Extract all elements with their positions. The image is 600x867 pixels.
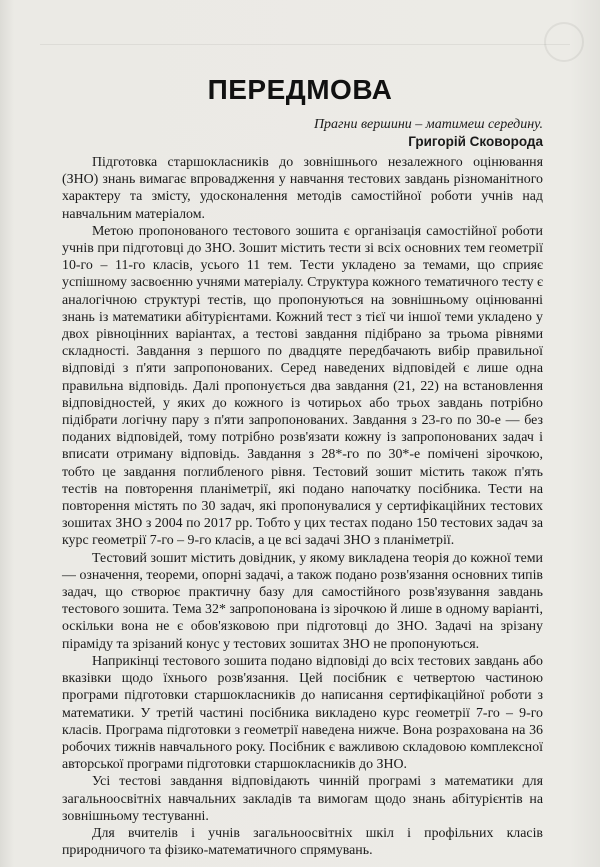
preface-body [62, 154, 543, 859]
epigraph-author: Григорій Сковорода [408, 134, 543, 149]
epigraph-quote: Прагни вершини – матимеш середину. [313, 117, 543, 132]
paragraph-answers: Наприкінці тестового зошита подано відповіді до всіх тестових завдань або вказівки щодо їхнього розв'язання. Цей посібник є четвертою частиною програми підготовки старшокласників до написання сертифікаційної роботи з математики. У третій частині посібника викладено курс геометрії 7-го – 9-го класів. Програма підготовки з геометрії наведена нижче. Вона розрахована на 36 робочих тижнів навчального року. Посібник є важливою складовою комплексної авторської програми підготовки старшокласників до ЗНО. [62, 653, 543, 773]
paragraph-audience: Для вчителів і учнів загальноосвітніх шкіл і профільних класів природничого та фізико-математичного спрямувань. [62, 825, 543, 859]
bleed-through-emblem [544, 22, 584, 62]
paragraph-reference: Тестовий зошит містить довідник, у якому викладена теорія до кожної теми — означення, теореми, опорні задачі, а також подано розв'язання основних типів задач, що створює практичну базу для самостійного розв'язування завдань тестового зошита. Тема 32* запропонована із зірочкою й лише в одному варіанті, оскільки вона не є обов'язковою при підготовці до ЗНО. Задачі на зрізану піраміду та зрізаний конус у тестових зошитах ЗНО не пропонуються. [62, 550, 543, 652]
page-title: ПЕРЕДМОВА [207, 74, 393, 105]
bleed-through-rule [40, 44, 570, 45]
epigraph [200, 116, 543, 150]
paragraph-compliance: Усі тестові завдання відповідають чинній програмі з математики для загальноосвітніх навчальних закладів та вимогам щодо знань абітурієнтів на зовнішньому тестуванні. [62, 774, 543, 824]
paragraph-intro: Підготовка старшокласників до зовнішнього незалежного оцінювання (ЗНО) знань вимагає впровадження у навчання тестових завдань різноманітного характеру та змісту, удосконалення методів самостійної роботи учнів над навчальним матеріалом. [62, 155, 543, 222]
paragraph-goal: Метою пропонованого тестового зошита є організація самостійної роботи учнів при підготовці до ЗНО. Зошит містить тести зі всіх основних тем геометрії 10-го – 11-го класів, усього 11 тем. Тести укладено за темами, що сприяє успішному засвоєнню учнями матеріалу. Структура кожного тематичного тесту є аналогічною структурі тестів, що пропонуються на зовнішньому оцінюванні знань із математики абітурієнтами. Кожний тест з тієї чи іншої теми укладено у двох рівноцінних варіантах, а тестові завдання підібрано за трьома рівнями складності. Завдання з першого по двадцяте передбачають вибір правильної відповіді з п'яти запропонованих. Серед наведених відповідей є лише одна правильна відповідь. Далі пропонується два завдання (21, 22) на встановлення відповідностей, у яких до кожного із чотирьох або трьох завдань потрібно підібрати логічну пару з п'яти запропонованих. Завдання з 23-го по 30-е — без поданих відповідей, тому потрібно розв'язати кожну із запропонованих задач і вписати отриману відповідь. Завдання з 28*-го по 30*-е помічені зірочкою, тобто це завдання поглибленого рівня. Тестовий зошит містить також п'ять тестів на повторення планіметрії, які подано напочатку посібника. Тести на повторення містять по 30 задач, які пропонувалися у сертифікаційних тестових зошитах ЗНО з 2004 по 2017 рр. Тобто у цих тестах подано 150 тестових задач за курс геометрії 7-го – 9-го класів, а це всі задачі ЗНО з планіметрії. [62, 223, 543, 549]
